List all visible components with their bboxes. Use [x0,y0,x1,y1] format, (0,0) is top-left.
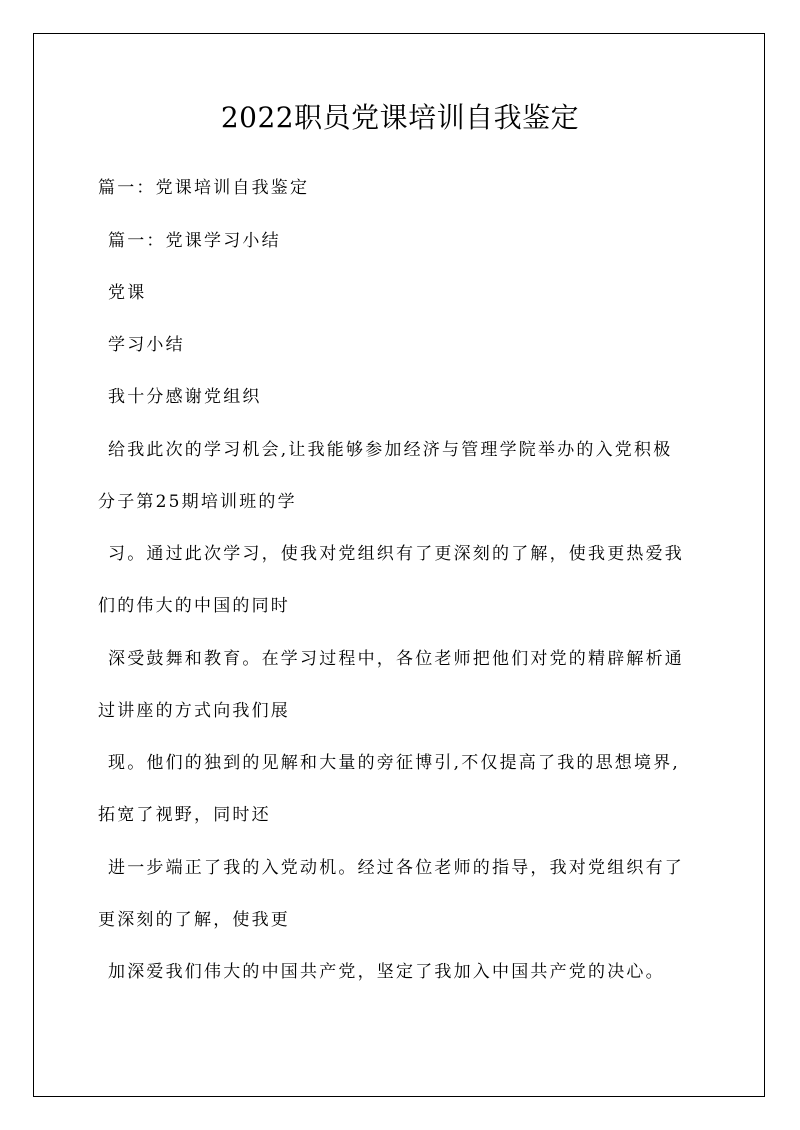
subsection-heading: 篇一：党课学习小结 [108,231,281,251]
paragraph-line: 过讲座的方式向我们展 [98,701,290,721]
paragraph-line: 分子第25期培训班的学 [98,492,297,512]
paragraph-line: 们的伟大的中国的同时 [98,596,290,616]
paragraph-line: 现。他们的独到的见解和大量的旁征博引,不仅提高了我的思想境界, [108,753,681,773]
paragraph-line: 习。通过此次学习，使我对党组织有了更深刻的了解，使我更热爱我 [108,544,684,564]
paragraph-line: 加深爱我们伟大的中国共产党，坚定了我加入中国共产党的决心。 [108,962,665,982]
paragraph-line: 深受鼓舞和教育。在学习过程中，各位老师把他们对党的精辟解析通 [108,649,684,669]
text-line: 我十分感谢党组织 [108,387,262,407]
text-line: 学习小结 [108,335,185,355]
text-line: 党课 [108,283,147,303]
paragraph-line: 进一步端正了我的入党动机。经过各位老师的指导，我对党组织有了 [108,858,684,878]
paragraph-line: 更深刻的了解，使我更 [98,910,290,930]
paragraph-line: 拓宽了视野，同时还 [98,805,271,825]
section-heading: 篇一：党课培训自我鉴定 [98,178,310,198]
paragraph-line: 给我此次的学习机会,让我能够参加经济与管理学院举办的入党积极 [108,440,673,460]
document-title: 2022职员党课培训自我鉴定 [220,101,580,134]
